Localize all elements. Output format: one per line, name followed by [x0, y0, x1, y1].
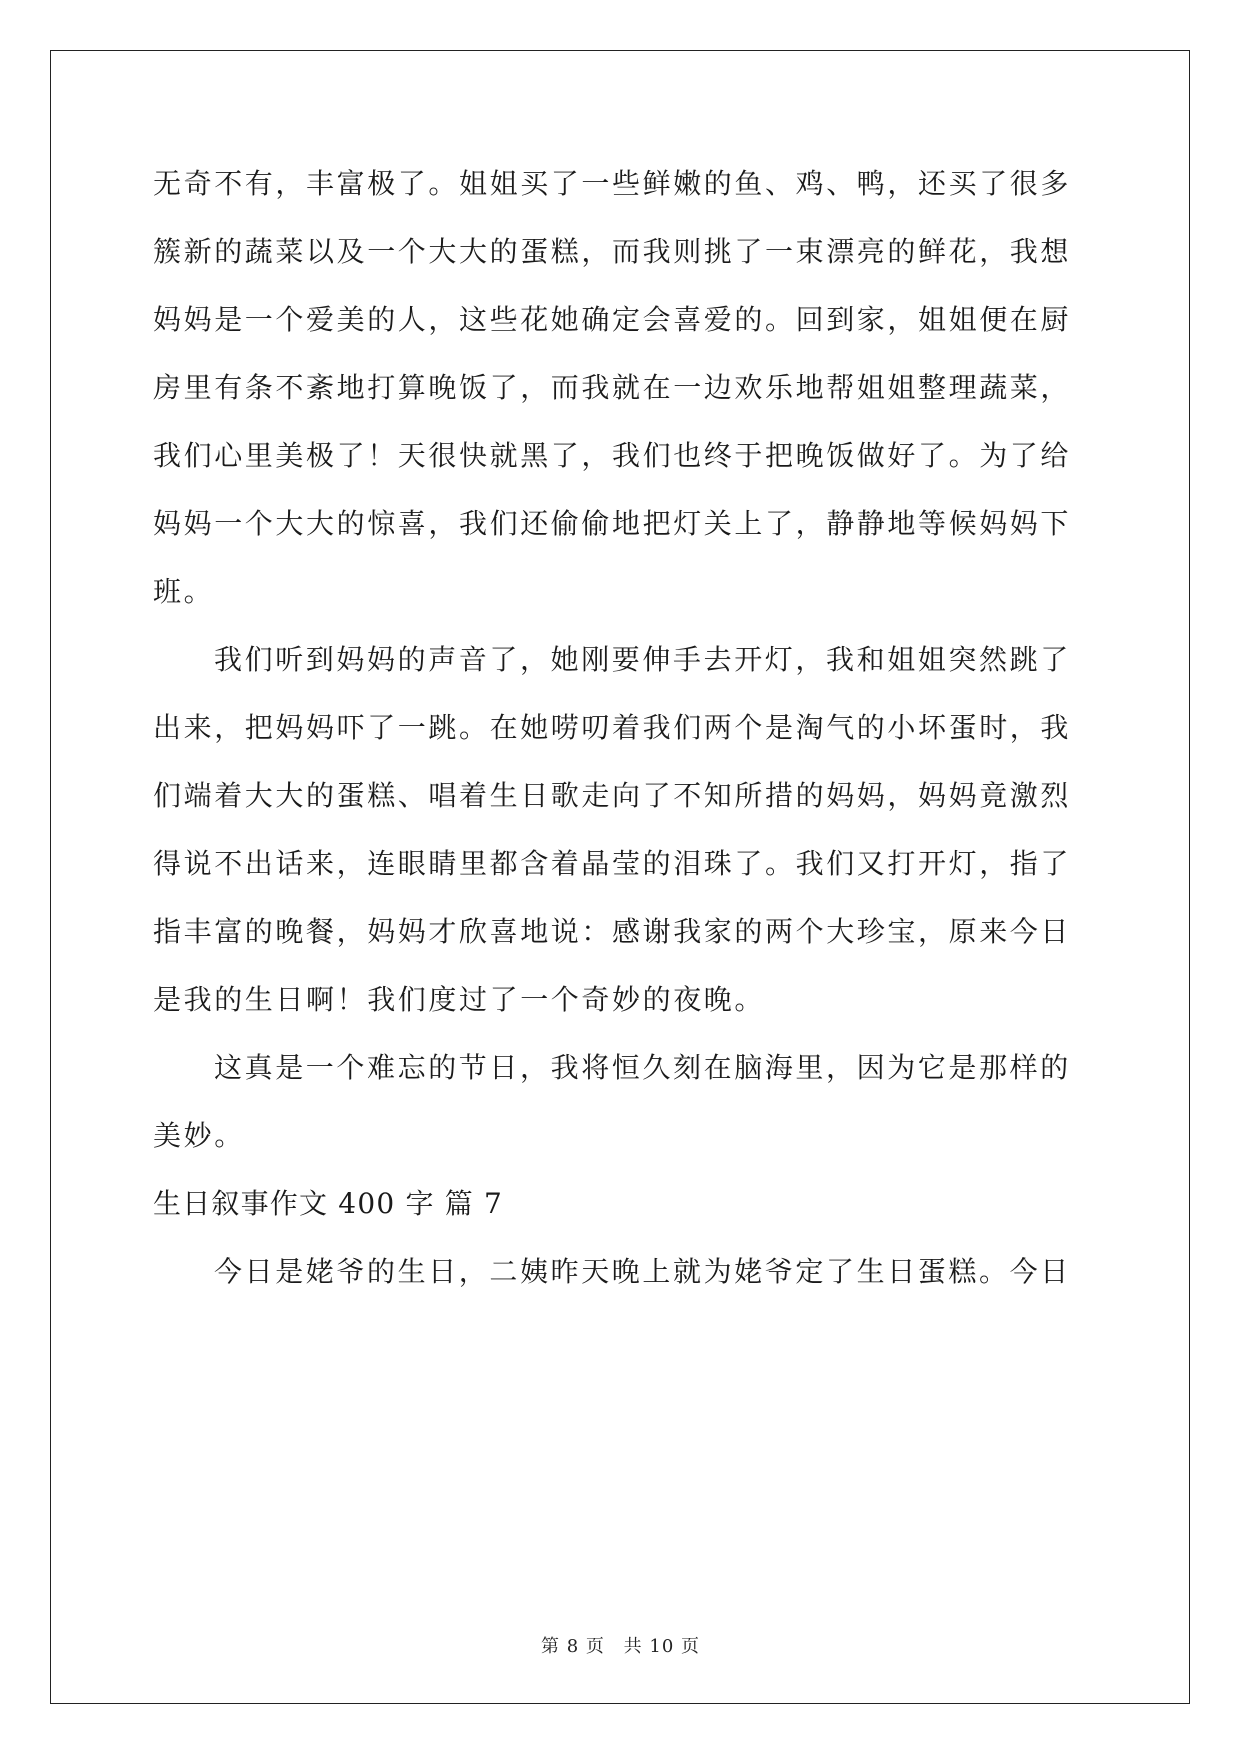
- text-line: 指丰富的晚餐，妈妈才欣喜地说：感谢我家的两个大珍宝，原来今日: [153, 915, 1072, 948]
- page-number: 第 8 页: [541, 1636, 605, 1657]
- page-total: 共 10 页: [623, 1636, 700, 1657]
- text-line: 是我的生日啊！我们度过了一个奇妙的夜晚。: [153, 983, 766, 1016]
- document-body: [153, 150, 1089, 1306]
- text-line: 班。: [153, 575, 215, 608]
- paragraph-start-line: 这真是一个难忘的节日，我将恒久刻在脑海里，因为它是那样的: [214, 1051, 1071, 1084]
- text-line: 美妙。: [153, 1119, 245, 1152]
- text-line: 无奇不有，丰富极了。姐姐买了一些鲜嫩的鱼、鸡、鸭，还买了很多: [153, 167, 1072, 200]
- text-line: 房里有条不紊地打算晚饭了，而我就在一边欢乐地帮姐姐整理蔬菜，: [153, 371, 1072, 404]
- text-line: 我们心里美极了！天很快就黑了，我们也终于把晚饭做好了。为了给: [153, 439, 1072, 472]
- text-line: 们端着大大的蛋糕、唱着生日歌走向了不知所措的妈妈，妈妈竟激烈: [153, 779, 1072, 812]
- text-line: 妈妈一个大大的惊喜，我们还偷偷地把灯关上了，静静地等候妈妈下: [153, 507, 1072, 540]
- paragraph-start-line: 今日是姥爷的生日，二姨昨天晚上就为姥爷定了生日蛋糕。今日: [214, 1255, 1071, 1288]
- page-footer: [0, 1632, 1241, 1658]
- text-line: 出来，把妈妈吓了一跳。在她唠叨着我们两个是淘气的小坏蛋时，我: [153, 711, 1072, 744]
- text-line: 妈妈是一个爱美的人，这些花她确定会喜爱的。回到家，姐姐便在厨: [153, 303, 1072, 336]
- section-heading: 生日叙事作文 400 字 篇 7: [153, 1187, 504, 1220]
- text-line: 得说不出话来，连眼睛里都含着晶莹的泪珠了。我们又打开灯，指了: [153, 847, 1072, 880]
- text-line: 簇新的蔬菜以及一个大大的蛋糕，而我则挑了一束漂亮的鲜花，我想: [153, 235, 1072, 268]
- paragraph-start-line: 我们听到妈妈的声音了，她刚要伸手去开灯，我和姐姐突然跳了: [214, 643, 1071, 676]
